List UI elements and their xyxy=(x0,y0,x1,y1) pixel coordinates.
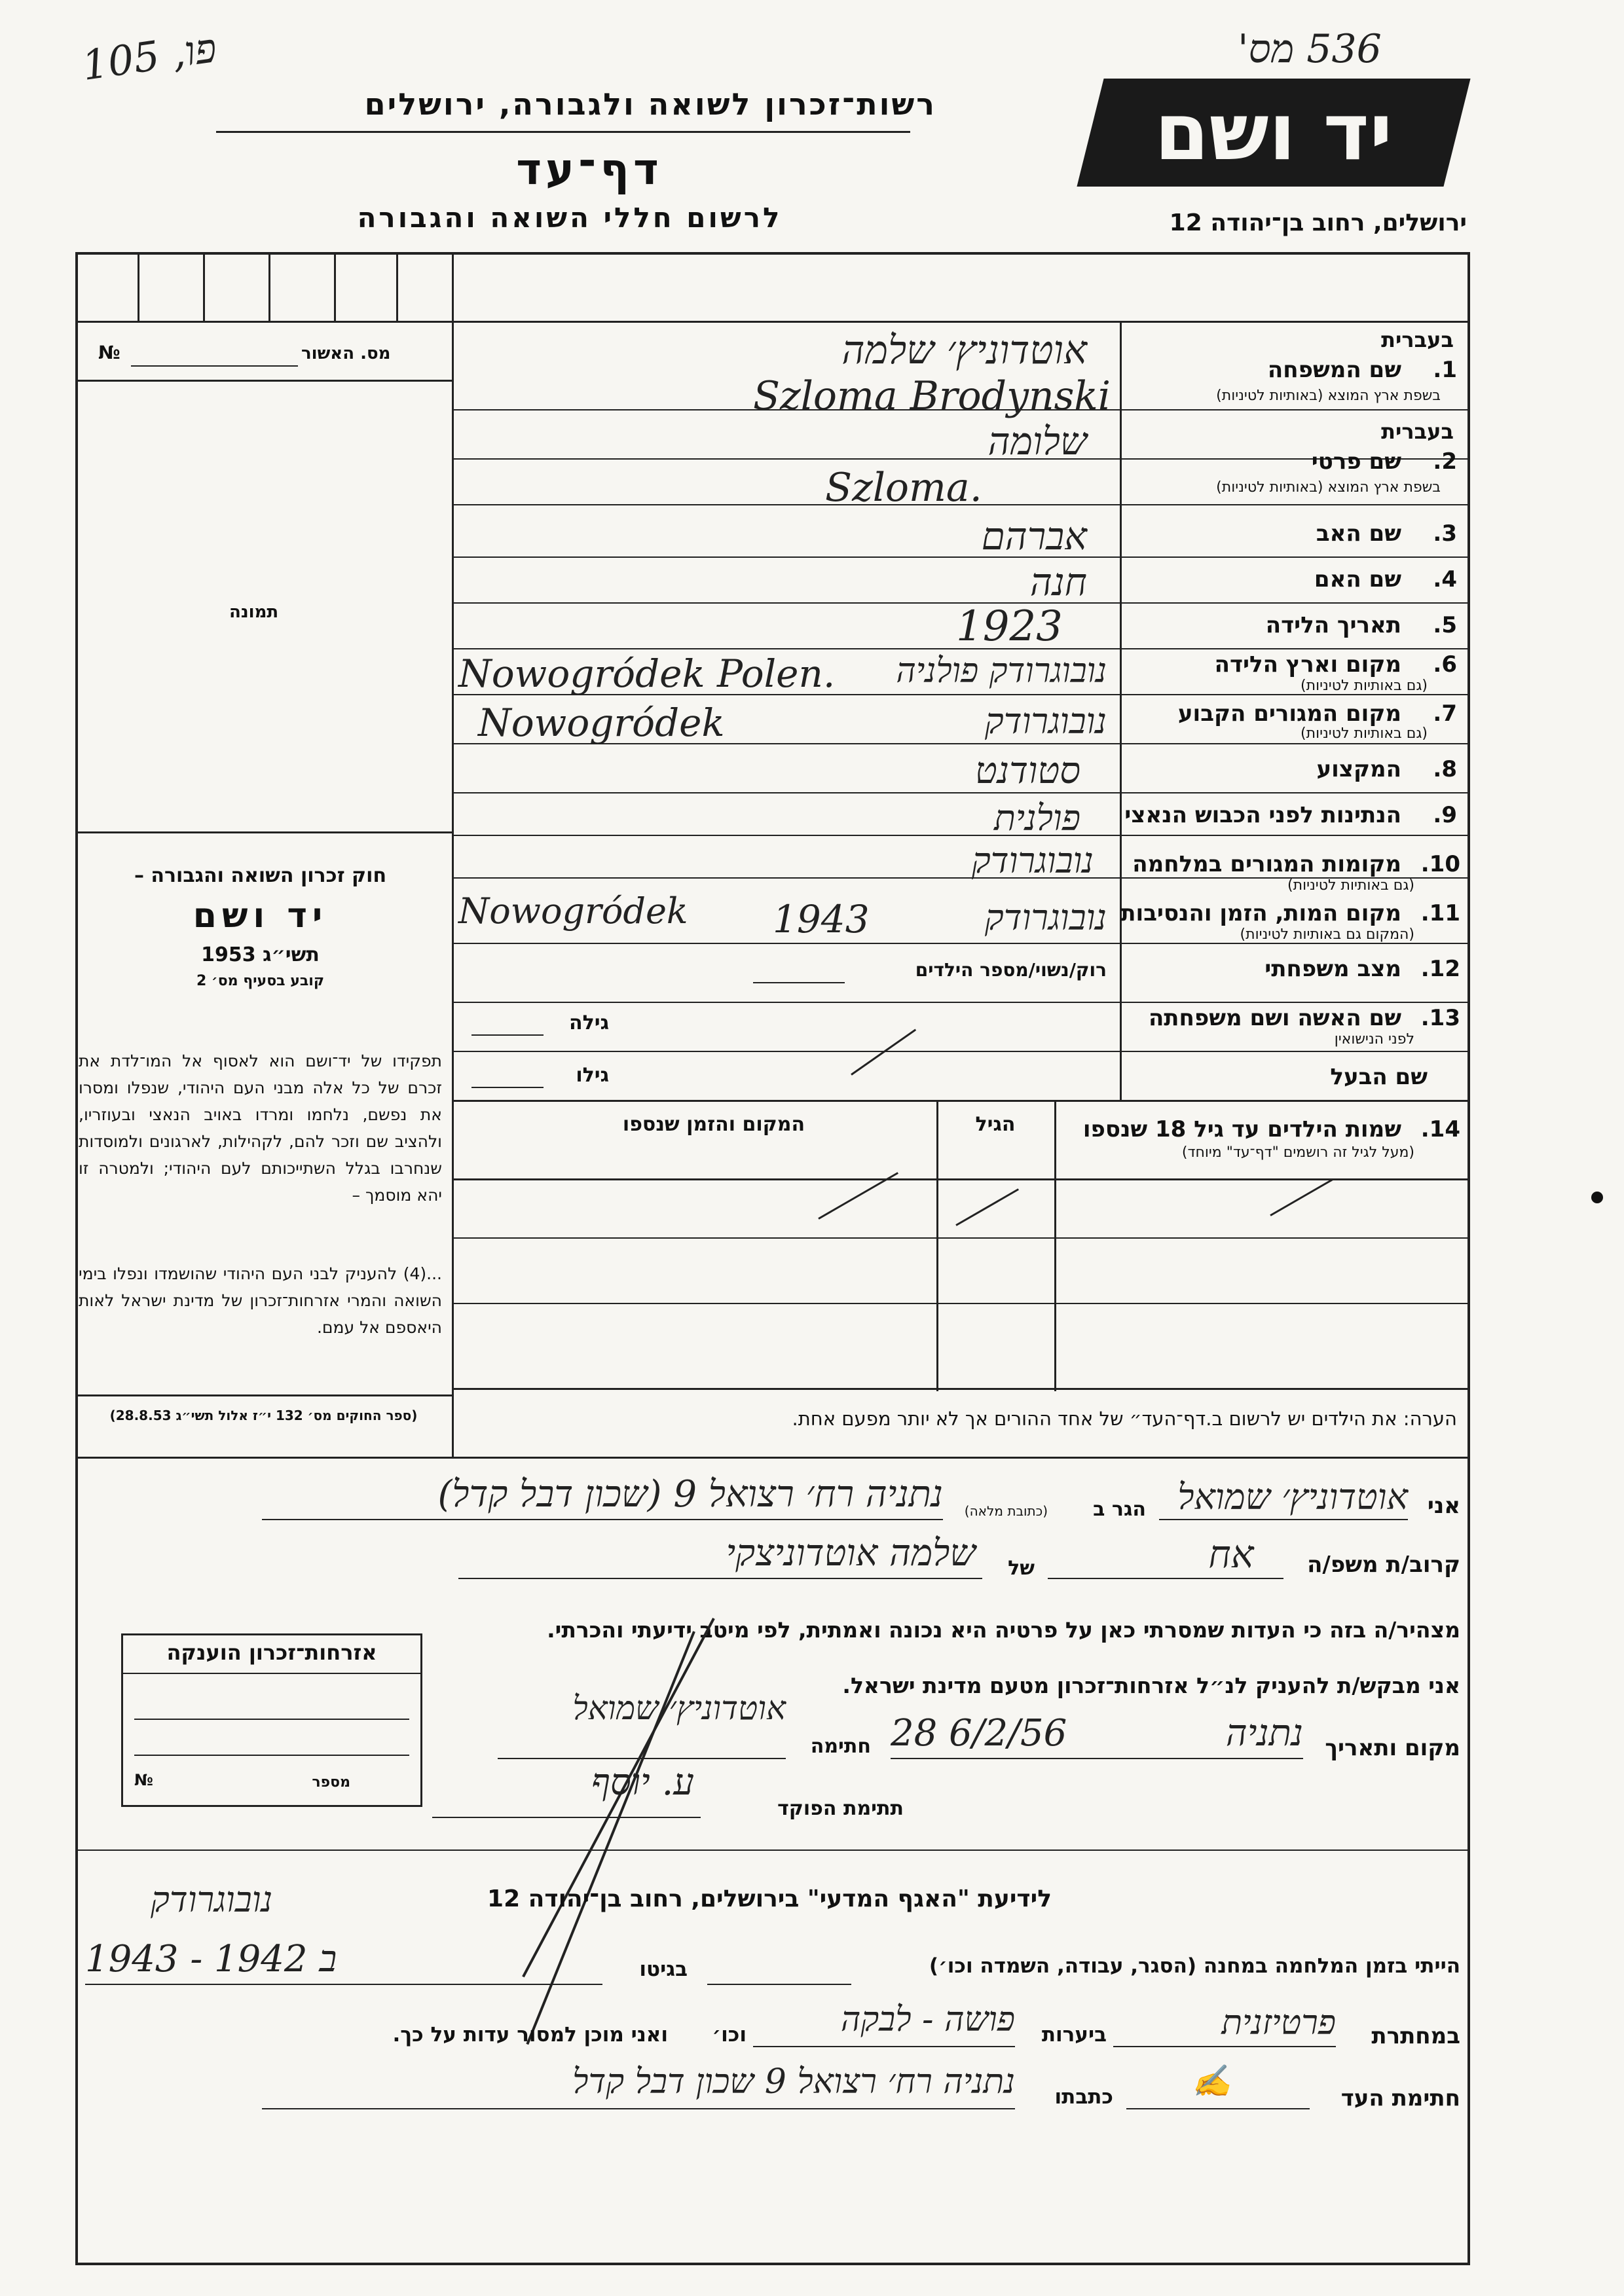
approval-number-symbol: № xyxy=(98,342,120,363)
citizenship-number-symbol: № xyxy=(134,1771,153,1789)
declarant-address[interactable]: נתניה רח׳ רצואל 9 (שכון דבל קדל) xyxy=(437,1473,943,1516)
children-col-age: הגיל xyxy=(975,1113,1016,1136)
underground-value[interactable]: פרטיזנית xyxy=(1221,2003,1336,2043)
field-2-sub: בשפת ארץ המוצא (באותיות לטיניות) xyxy=(1216,479,1441,496)
children-row-rule xyxy=(452,1237,1470,1239)
relative-label: קרוב/ת משפ/ה xyxy=(1307,1552,1460,1578)
field-6-value-heb[interactable]: נובוגרודק פולניה xyxy=(896,651,1107,691)
relative-of-value[interactable]: שלמה אוטדוניצקי xyxy=(726,1532,976,1575)
top-left-annotation: פו, 105 xyxy=(79,24,220,90)
field-2-value-lat[interactable]: Szloma. xyxy=(825,465,982,511)
approval-number-line[interactable] xyxy=(131,365,298,367)
note-rule xyxy=(75,1457,1470,1459)
law-citation: (ספר החוקים מס׳ 132 י״ז אלול תשי״ג 28.8.53) xyxy=(109,1408,418,1423)
field-4-value[interactable]: חנה xyxy=(1029,560,1087,604)
resident-label: הגר ב xyxy=(1093,1498,1146,1521)
date-value[interactable]: 28 6/2/56 xyxy=(891,1712,1067,1755)
field-12-label: מצב משפחתי xyxy=(1264,956,1401,982)
field-9-value[interactable]: פולנית xyxy=(993,797,1080,839)
relation-value[interactable]: אח xyxy=(1208,1532,1254,1576)
field-14-num: 14. xyxy=(1420,1116,1460,1142)
children-divider xyxy=(936,1100,938,1391)
declarant-name[interactable]: אוטדוניץ׳ שמואל xyxy=(1177,1476,1408,1518)
camp-line[interactable] xyxy=(707,1984,851,1985)
ink-dot xyxy=(1591,1192,1603,1203)
ghetto-value[interactable]: נובוגרודק xyxy=(151,1879,273,1920)
place-date-line xyxy=(891,1758,1303,1759)
law-title: חוק זכרון השואה והגבורה – xyxy=(134,864,387,887)
underground-line xyxy=(1113,2046,1336,2047)
field-11-label: מקום המות, הזמן והנסיבות xyxy=(1120,900,1401,926)
declarant-label: אני xyxy=(1427,1493,1460,1519)
photo-box-top xyxy=(75,380,452,382)
field-10-num: 10. xyxy=(1420,851,1460,877)
citizenship-box-line[interactable] xyxy=(134,1719,409,1720)
ghetto-years[interactable]: 1943 - 1942 ב xyxy=(85,1938,337,1980)
field-5-value[interactable]: 1923 xyxy=(956,602,1063,651)
children-table-bottom xyxy=(452,1388,1470,1390)
field-7-value-lat[interactable]: Nowogródek xyxy=(478,701,725,745)
declaration-statement: מצהיר/ה בזה כי העדות שמסרתי כאן על פרטיה היא נכונה ואמתית, לפי מיטב ידיעתי והכרתי. xyxy=(547,1617,1460,1643)
law-paragraph-1: תפקידו של יד־ושם הוא לאסוף אל המו־לדת את זכרם של כל אלה מבני העם היהודי, שנפלו ומסרו את נפשם, נלחמו ומרדו באויב הנאצי ובעוזריו, ולהציב שם וזכר להם, לקהילות, לארגונים ולמוסדות שנחרבו בגלל השתייכותם לעם היהודי; ולמטרה זו יהא מוסמך – xyxy=(79,1051,442,1205)
children-divider xyxy=(1054,1100,1056,1391)
witness-address[interactable]: נתניה רח׳ רצואל 9 שכון דבל קדל xyxy=(572,2062,1015,2102)
citizenship-request: אני מבקש/ת להעניק לנ״ל אזרחות־זכרון מטעם מדינת ישראל. xyxy=(842,1673,1460,1698)
law-name: יד ושם xyxy=(193,896,328,936)
underground-label: במחתרת xyxy=(1371,2023,1460,2049)
field-7-value-heb[interactable]: נובוגרודק xyxy=(984,701,1107,742)
field-10-label: מקומות המגורים במלחמה xyxy=(1132,851,1401,877)
ghetto-line xyxy=(85,1984,602,1985)
field-12-num: 12. xyxy=(1420,956,1460,982)
field-13-num: 13. xyxy=(1420,1005,1460,1031)
approval-label: מס. האשור xyxy=(301,344,391,363)
law-paragraph-2: ...(4) להעניק לבני העם היהודי שהושמדו ונפלו בימי השואה והמרי אזרחות־זכרון של מדינת ישראל לאות היאספם אל עמם. xyxy=(79,1264,442,1337)
field-1-label: שם המשפחה xyxy=(1267,357,1401,383)
field-8-label: המקצוע xyxy=(1316,756,1401,782)
field-1-sub: בשפת ארץ המוצא (באותיות לטיניות) xyxy=(1216,388,1441,404)
field-14-label: שמות הילדים עד גיל 18 שנספו xyxy=(1082,1116,1401,1142)
field-4-label: שם האם xyxy=(1314,566,1401,592)
field-2-lang-label: בעברית xyxy=(1381,419,1454,444)
commander-signature-label: תתימת הפוקד xyxy=(777,1797,904,1820)
of-label: של xyxy=(1008,1557,1035,1580)
field-9-num: 9. xyxy=(1433,802,1457,828)
field-1-num: 1. xyxy=(1433,357,1457,383)
field-10-value[interactable]: נובוגרודק xyxy=(971,840,1094,881)
top-strip-rule xyxy=(75,321,1470,323)
relative-of-line xyxy=(458,1578,982,1579)
place-value[interactable]: נתניה xyxy=(1225,1712,1303,1755)
children-row-rule xyxy=(452,1303,1470,1304)
commander-signature-line xyxy=(432,1817,701,1818)
citizenship-box-rule xyxy=(121,1673,422,1674)
field-13-age-line[interactable] xyxy=(471,1034,544,1036)
husband-age-line[interactable] xyxy=(471,1087,544,1088)
field-6-sub: (גם באותיות לטיניות) xyxy=(1301,678,1428,694)
strip-cell xyxy=(334,252,336,321)
header-rule xyxy=(216,131,910,133)
witness-address-label: כתבתו xyxy=(1054,2085,1113,2109)
witness-address-line xyxy=(262,2108,1015,2109)
dept-title: לידיעת "האגף המדעי" בירושלים, רחוב בן־יהודה 12 xyxy=(487,1886,1052,1912)
photo-label: תמונה xyxy=(229,602,279,622)
declarant-line xyxy=(1159,1519,1408,1520)
strip-cell xyxy=(138,252,139,321)
photo-box-bottom xyxy=(75,831,452,833)
forests-line xyxy=(753,2046,1015,2047)
field-3-num: 3. xyxy=(1433,520,1457,547)
field-6-value-lat[interactable]: Nowogródek Polen. xyxy=(458,651,836,696)
form-subtitle: לרשום חללי השואה והגבורה xyxy=(357,202,783,234)
field-9-label: הנתינות לפני הכבוש הנאצי xyxy=(1124,802,1401,828)
top-right-annotation: 536 מס' xyxy=(1238,26,1382,72)
citizenship-number-label: מספר xyxy=(312,1774,350,1791)
field-12-options: רוק/נשוי/מספר הילדים xyxy=(915,959,1107,981)
field-7-sub: (גם באותיות לטיניות) xyxy=(1301,725,1428,742)
witness-signature-line xyxy=(1126,2108,1310,2109)
witness-signature-label: חתימת העד xyxy=(1340,2085,1460,2111)
row-rule xyxy=(452,1002,1470,1003)
ghetto-label: בגיטו xyxy=(639,1958,688,1981)
row-rule xyxy=(452,1051,1470,1052)
forests-label: ביערות xyxy=(1041,2023,1107,2047)
field-5-num: 5. xyxy=(1433,612,1457,638)
field-8-value[interactable]: סטודנט xyxy=(975,750,1080,792)
law-box xyxy=(82,864,439,989)
field-7-num: 7. xyxy=(1433,701,1457,727)
field-14-sub: (מעל לגיל זה רושמים "דף־עד" מיוחד) xyxy=(1181,1144,1414,1161)
field-1-lang-label: בעברית xyxy=(1381,327,1454,352)
header-address: ירושלים, רחוב בן־יהודה 12 xyxy=(1169,210,1467,236)
row-rule xyxy=(452,1100,1470,1102)
strip-cell xyxy=(396,252,398,321)
dept-top-rule xyxy=(75,1850,1470,1851)
field-10-sub: (גם באותיות לטיניות) xyxy=(1287,877,1414,894)
field-2-num: 2. xyxy=(1433,448,1457,475)
declarant-signature[interactable]: אוטדוניץ׳ שמואל xyxy=(572,1689,786,1727)
children-col-place: המקום והזמן שנספו xyxy=(622,1113,805,1136)
field-8-num: 8. xyxy=(1433,756,1457,782)
field-12-line[interactable] xyxy=(753,982,845,983)
field-13-age-label: גילה xyxy=(569,1011,609,1034)
field-2-value-heb[interactable]: שלומה xyxy=(987,419,1087,464)
field-13-sub: לפני הנישואין xyxy=(1334,1031,1414,1048)
witness-signature[interactable]: ✍ xyxy=(1192,2063,1231,2100)
row-rule xyxy=(452,792,1470,793)
form-title: דף־עד xyxy=(516,144,663,194)
law-year: תשי״ג 1953 xyxy=(201,943,320,966)
citizenship-box-line[interactable] xyxy=(134,1755,409,1756)
field-6-num: 6. xyxy=(1433,651,1457,678)
field-2-label: שם פרטי xyxy=(1311,448,1401,475)
label-column-divider xyxy=(1120,321,1122,1100)
field-6-label: מקום וארץ הלידה xyxy=(1214,651,1401,678)
strip-cell xyxy=(268,252,270,321)
law-clause: קובע בסעיף מס׳ 2 xyxy=(196,973,325,989)
ready-text: ואני מוכן למסור עדות על כך. xyxy=(392,2023,668,2047)
left-column-divider xyxy=(452,252,454,1457)
field-5-label: תאריך הלידה xyxy=(1265,612,1401,638)
field-13-label: שם האשה ושם משפחתה xyxy=(1148,1005,1401,1031)
field-11-value-lat[interactable]: Nowogródek xyxy=(458,890,688,932)
resident-sub: (כתובת מלאה) xyxy=(964,1503,1048,1519)
field-11-value-year[interactable]: 1943 xyxy=(773,897,870,941)
husband-age-label: גילו xyxy=(576,1064,609,1087)
field-7-label: מקום המגורים הקבוע xyxy=(1177,701,1401,727)
husband-label: שם הבעל xyxy=(1330,1064,1428,1090)
field-1-value-heb[interactable]: אוטדוניץ׳ שלמה xyxy=(841,327,1087,373)
field-3-value[interactable]: אברהם xyxy=(981,514,1087,558)
field-4-num: 4. xyxy=(1433,566,1457,592)
place-date-label: מקום ותאריך xyxy=(1325,1735,1460,1761)
authority-title: רשות־זכרון לשואה ולגבורה, ירושלים xyxy=(364,86,936,122)
strip-cell xyxy=(203,252,205,321)
forests-etc: וכו׳ xyxy=(712,2023,747,2047)
photo-area[interactable] xyxy=(79,383,449,828)
field-11-sub: (המקום גם באותיות לטיניות) xyxy=(1240,926,1414,943)
address-line xyxy=(262,1519,943,1520)
forests-value[interactable]: פושה - לבקה xyxy=(840,2000,1015,2039)
field-11-num: 11. xyxy=(1420,900,1460,926)
law-box-rule xyxy=(75,1394,452,1396)
children-header-rule xyxy=(452,1178,1470,1180)
row-rule xyxy=(452,943,1470,944)
relation-line xyxy=(1048,1578,1283,1579)
field-3-label: שם האב xyxy=(1316,520,1401,547)
note-text: הערה: את הילדים יש לרשום ב.דף־העד״ של אחד ההורים אך לא יותר מפעם אחת. xyxy=(792,1408,1457,1430)
field-11-value-heb[interactable]: נובוגרודק xyxy=(984,897,1107,938)
camp-label: הייתי בזמן המלחמה במחנה (הסגר, עבודה, השמדה וכו׳) xyxy=(929,1954,1460,1978)
yad-vashem-logo: יד ושם xyxy=(1077,79,1470,187)
commander-signature[interactable]: ע. יוסף xyxy=(591,1761,694,1804)
signature-label: חתימה xyxy=(810,1735,871,1758)
citizenship-box-title: אזרחות־זכרון הוענקה xyxy=(166,1640,377,1665)
field-1-value-lat[interactable]: Szloma Brodynski xyxy=(753,373,1111,419)
